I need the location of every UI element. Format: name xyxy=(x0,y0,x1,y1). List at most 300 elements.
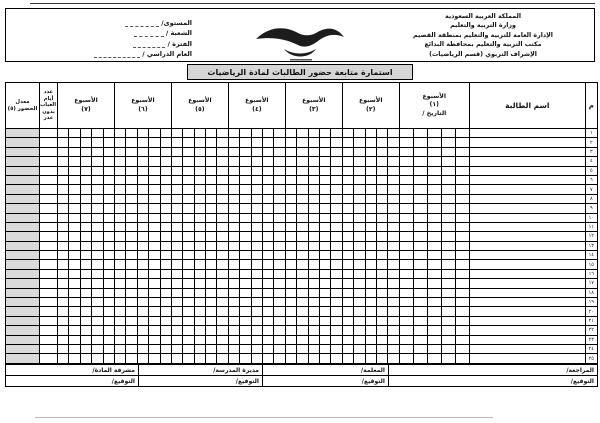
day-attendance-cell xyxy=(92,157,103,166)
day-attendance-cell xyxy=(388,279,399,288)
day-attendance-cell xyxy=(228,185,239,194)
day-attendance-cell xyxy=(331,175,342,184)
form-fields xyxy=(24,16,192,58)
day-attendance-cell xyxy=(308,260,319,269)
day-attendance-cell xyxy=(217,279,228,288)
day-attendance-cell xyxy=(194,260,205,269)
day-attendance-cell xyxy=(137,269,148,278)
absence-count-cell xyxy=(40,316,58,325)
day-attendance-cell xyxy=(92,269,103,278)
day-attendance-cell xyxy=(455,185,469,194)
day-attendance-cell xyxy=(455,344,469,353)
day-attendance-cell xyxy=(365,354,376,363)
day-attendance-cell xyxy=(149,157,160,166)
day-attendance-cell xyxy=(331,354,342,363)
day-attendance-cell xyxy=(240,288,251,297)
student-row xyxy=(6,307,598,316)
student-name-cell xyxy=(469,326,585,335)
day-attendance-cell xyxy=(263,335,274,344)
day-attendance-cell xyxy=(413,288,427,297)
day-attendance-cell xyxy=(297,316,308,325)
day-attendance-cell xyxy=(399,307,413,316)
day-attendance-cell xyxy=(228,279,239,288)
day-attendance-cell xyxy=(263,326,274,335)
week-column-header xyxy=(114,83,171,129)
day-attendance-cell xyxy=(376,175,387,184)
day-attendance-cell xyxy=(376,335,387,344)
day-attendance-cell xyxy=(354,138,365,147)
student-row xyxy=(6,166,598,175)
day-attendance-cell xyxy=(240,232,251,241)
day-attendance-cell xyxy=(331,194,342,203)
day-attendance-cell xyxy=(263,232,274,241)
day-attendance-cell xyxy=(441,213,455,222)
day-attendance-cell xyxy=(285,269,296,278)
day-attendance-cell xyxy=(58,204,69,213)
day-attendance-cell xyxy=(388,232,399,241)
day-attendance-cell xyxy=(137,157,148,166)
day-attendance-cell xyxy=(308,147,319,156)
day-attendance-cell xyxy=(114,307,125,316)
day-attendance-cell xyxy=(58,298,69,307)
day-attendance-cell xyxy=(263,288,274,297)
absence-count-cell xyxy=(40,326,58,335)
day-attendance-cell xyxy=(206,166,217,175)
day-attendance-cell xyxy=(413,260,427,269)
absence-count-cell xyxy=(40,298,58,307)
day-attendance-cell xyxy=(206,222,217,231)
day-attendance-cell xyxy=(365,213,376,222)
day-attendance-cell xyxy=(263,166,274,175)
day-attendance-cell xyxy=(217,344,228,353)
day-attendance-cell xyxy=(149,138,160,147)
attendance-rate-cell xyxy=(6,260,40,269)
day-attendance-cell xyxy=(149,335,160,344)
week-label: الأسبوع xyxy=(302,97,326,104)
day-attendance-cell xyxy=(137,185,148,194)
day-attendance-cell xyxy=(69,326,80,335)
student-name-cell xyxy=(469,204,585,213)
day-attendance-cell xyxy=(376,166,387,175)
day-attendance-cell xyxy=(217,354,228,363)
day-attendance-cell xyxy=(455,260,469,269)
day-attendance-cell xyxy=(441,175,455,184)
day-attendance-cell xyxy=(427,316,441,325)
student-name-cell xyxy=(469,232,585,241)
day-attendance-cell xyxy=(137,354,148,363)
day-attendance-cell xyxy=(427,185,441,194)
day-attendance-cell xyxy=(376,354,387,363)
day-attendance-cell xyxy=(103,175,114,184)
row-number-cell: ١٤ xyxy=(585,251,597,260)
day-attendance-cell xyxy=(80,241,91,250)
student-row xyxy=(6,129,598,138)
day-attendance-cell xyxy=(342,298,353,307)
day-attendance-cell xyxy=(171,260,182,269)
day-attendance-cell xyxy=(308,222,319,231)
day-attendance-cell xyxy=(103,194,114,203)
day-attendance-cell xyxy=(160,344,171,353)
day-attendance-cell xyxy=(331,269,342,278)
day-attendance-cell xyxy=(58,260,69,269)
day-attendance-cell xyxy=(240,222,251,231)
table-header xyxy=(6,83,598,129)
day-attendance-cell xyxy=(58,344,69,353)
day-attendance-cell xyxy=(171,316,182,325)
day-attendance-cell xyxy=(427,138,441,147)
day-attendance-cell xyxy=(441,204,455,213)
day-attendance-cell xyxy=(331,344,342,353)
week-number: (٦) xyxy=(138,105,148,113)
row-number-cell: ٤ xyxy=(585,157,597,166)
day-attendance-cell xyxy=(217,335,228,344)
day-attendance-cell xyxy=(274,166,285,175)
day-attendance-cell xyxy=(58,194,69,203)
day-attendance-cell xyxy=(285,298,296,307)
day-attendance-cell xyxy=(354,213,365,222)
day-attendance-cell xyxy=(80,269,91,278)
day-attendance-cell xyxy=(228,175,239,184)
day-attendance-cell xyxy=(114,260,125,269)
day-attendance-cell xyxy=(58,129,69,138)
day-attendance-cell xyxy=(297,147,308,156)
day-attendance-cell xyxy=(80,260,91,269)
ministry-line: مكتب التربية والتعليم بمحافظة البدائع xyxy=(424,41,542,49)
absence-count-cell xyxy=(40,354,58,363)
day-attendance-cell xyxy=(399,288,413,297)
day-attendance-cell xyxy=(427,335,441,344)
day-attendance-cell xyxy=(399,335,413,344)
day-attendance-cell xyxy=(399,260,413,269)
day-attendance-cell xyxy=(365,344,376,353)
day-attendance-cell xyxy=(92,307,103,316)
day-attendance-cell xyxy=(92,194,103,203)
day-attendance-cell xyxy=(365,260,376,269)
day-attendance-cell xyxy=(365,175,376,184)
student-name-cell xyxy=(469,157,585,166)
day-attendance-cell xyxy=(263,175,274,184)
day-attendance-cell xyxy=(92,129,103,138)
day-attendance-cell xyxy=(194,269,205,278)
day-attendance-cell xyxy=(308,166,319,175)
student-name-cell xyxy=(469,241,585,250)
day-attendance-cell xyxy=(365,185,376,194)
day-attendance-cell xyxy=(388,129,399,138)
day-attendance-cell xyxy=(274,354,285,363)
day-attendance-cell xyxy=(69,251,80,260)
day-attendance-cell xyxy=(354,147,365,156)
day-attendance-cell xyxy=(126,166,137,175)
day-attendance-cell xyxy=(427,288,441,297)
week-number: (٧) xyxy=(81,105,91,113)
day-attendance-cell xyxy=(376,260,387,269)
day-attendance-cell xyxy=(413,354,427,363)
day-attendance-cell xyxy=(137,288,148,297)
row-number-cell: ١٣ xyxy=(585,241,597,250)
day-attendance-cell xyxy=(183,288,194,297)
student-row xyxy=(6,298,598,307)
attendance-rate-cell xyxy=(6,251,40,260)
ministry-line: وزارة التربية والتعليم xyxy=(450,22,516,30)
day-attendance-cell xyxy=(240,213,251,222)
day-attendance-cell xyxy=(183,260,194,269)
day-attendance-cell xyxy=(399,269,413,278)
day-attendance-cell xyxy=(126,175,137,184)
day-attendance-cell xyxy=(126,147,137,156)
day-attendance-cell xyxy=(240,269,251,278)
day-attendance-cell xyxy=(103,288,114,297)
day-attendance-cell xyxy=(342,344,353,353)
day-attendance-cell xyxy=(183,316,194,325)
day-attendance-cell xyxy=(388,241,399,250)
day-attendance-cell xyxy=(455,279,469,288)
day-attendance-cell xyxy=(114,213,125,222)
week-number: (٤) xyxy=(252,105,262,113)
day-attendance-cell xyxy=(319,213,330,222)
day-attendance-cell xyxy=(160,316,171,325)
day-attendance-cell xyxy=(160,354,171,363)
day-attendance-cell xyxy=(342,307,353,316)
day-attendance-cell xyxy=(240,335,251,344)
day-attendance-cell xyxy=(58,307,69,316)
day-attendance-cell xyxy=(103,326,114,335)
day-attendance-cell xyxy=(69,175,80,184)
day-attendance-cell xyxy=(137,298,148,307)
day-attendance-cell xyxy=(240,204,251,213)
day-attendance-cell xyxy=(427,307,441,316)
day-attendance-cell xyxy=(160,307,171,316)
day-attendance-cell xyxy=(399,166,413,175)
day-attendance-cell xyxy=(183,232,194,241)
day-attendance-cell xyxy=(441,185,455,194)
day-attendance-cell xyxy=(92,204,103,213)
day-attendance-cell xyxy=(206,260,217,269)
day-attendance-cell xyxy=(228,232,239,241)
day-attendance-cell xyxy=(365,147,376,156)
day-attendance-cell xyxy=(126,269,137,278)
student-name-cell xyxy=(469,222,585,231)
day-attendance-cell xyxy=(114,298,125,307)
student-row xyxy=(6,316,598,325)
day-attendance-cell xyxy=(319,222,330,231)
day-attendance-cell xyxy=(80,166,91,175)
day-attendance-cell xyxy=(342,157,353,166)
row-number-cell: ٢٥ xyxy=(585,354,597,363)
day-attendance-cell xyxy=(285,354,296,363)
day-attendance-cell xyxy=(297,138,308,147)
day-attendance-cell xyxy=(149,354,160,363)
day-attendance-cell xyxy=(455,316,469,325)
absence-count-cell xyxy=(40,288,58,297)
day-attendance-cell xyxy=(331,298,342,307)
day-attendance-cell xyxy=(217,157,228,166)
row-number-cell: ٧ xyxy=(585,185,597,194)
day-attendance-cell xyxy=(103,279,114,288)
letterhead-box xyxy=(5,8,595,62)
day-attendance-cell xyxy=(427,232,441,241)
day-attendance-cell xyxy=(206,288,217,297)
day-attendance-cell xyxy=(441,251,455,260)
day-attendance-cell xyxy=(183,326,194,335)
row-number-cell: ٢٤ xyxy=(585,344,597,353)
day-attendance-cell xyxy=(319,194,330,203)
day-attendance-cell xyxy=(319,298,330,307)
day-attendance-cell xyxy=(58,157,69,166)
serial-column-header: م xyxy=(585,83,597,129)
absence-count-cell xyxy=(40,213,58,222)
week-number: (٣) xyxy=(309,105,319,113)
row-number-cell: ٣ xyxy=(585,147,597,156)
student-name-cell xyxy=(469,335,585,344)
day-attendance-cell xyxy=(171,307,182,316)
day-attendance-cell xyxy=(206,138,217,147)
week-label: الأسبوع xyxy=(245,97,269,104)
week-number: (٥) xyxy=(195,105,205,113)
day-attendance-cell xyxy=(376,222,387,231)
day-attendance-cell xyxy=(160,213,171,222)
day-attendance-cell xyxy=(69,222,80,231)
day-attendance-cell xyxy=(137,147,148,156)
day-attendance-cell xyxy=(354,194,365,203)
day-attendance-cell xyxy=(413,166,427,175)
day-attendance-cell xyxy=(263,307,274,316)
day-attendance-cell xyxy=(206,147,217,156)
day-attendance-cell xyxy=(126,344,137,353)
day-attendance-cell xyxy=(455,138,469,147)
day-attendance-cell xyxy=(388,288,399,297)
day-attendance-cell xyxy=(126,241,137,250)
day-attendance-cell xyxy=(441,222,455,231)
day-attendance-cell xyxy=(297,241,308,250)
day-attendance-cell xyxy=(228,344,239,353)
day-attendance-cell xyxy=(319,288,330,297)
day-attendance-cell xyxy=(331,307,342,316)
day-attendance-cell xyxy=(194,175,205,184)
day-attendance-cell xyxy=(388,213,399,222)
day-attendance-cell xyxy=(149,194,160,203)
day-attendance-cell xyxy=(183,166,194,175)
day-attendance-cell xyxy=(206,213,217,222)
day-attendance-cell xyxy=(206,251,217,260)
student-row xyxy=(6,175,598,184)
day-attendance-cell xyxy=(171,241,182,250)
day-attendance-cell xyxy=(206,204,217,213)
day-attendance-cell xyxy=(319,269,330,278)
day-attendance-cell xyxy=(376,185,387,194)
day-attendance-cell xyxy=(160,241,171,250)
day-attendance-cell xyxy=(149,185,160,194)
day-attendance-cell xyxy=(183,241,194,250)
day-attendance-cell xyxy=(399,129,413,138)
day-attendance-cell xyxy=(194,298,205,307)
day-attendance-cell xyxy=(308,316,319,325)
day-attendance-cell xyxy=(263,241,274,250)
day-attendance-cell xyxy=(297,326,308,335)
day-attendance-cell xyxy=(376,326,387,335)
day-attendance-cell xyxy=(399,204,413,213)
ministry-line: الإدارة العامة للتربية والتعليم بمنطقة القصيم xyxy=(413,31,553,39)
day-attendance-cell xyxy=(441,129,455,138)
day-attendance-cell xyxy=(194,129,205,138)
day-attendance-cell xyxy=(114,279,125,288)
day-attendance-cell xyxy=(228,260,239,269)
day-attendance-cell xyxy=(308,241,319,250)
day-attendance-cell xyxy=(240,129,251,138)
day-attendance-cell xyxy=(319,157,330,166)
signature-role-cell: مشرفة المادة/ xyxy=(6,365,139,376)
day-attendance-cell xyxy=(376,129,387,138)
day-attendance-cell xyxy=(388,354,399,363)
day-attendance-cell xyxy=(365,326,376,335)
row-number-cell: ٢ xyxy=(585,138,597,147)
day-attendance-cell xyxy=(206,175,217,184)
attendance-table xyxy=(5,82,598,364)
day-attendance-cell xyxy=(308,185,319,194)
day-attendance-cell xyxy=(251,147,262,156)
day-attendance-cell xyxy=(376,138,387,147)
day-attendance-cell xyxy=(206,344,217,353)
student-row xyxy=(6,147,598,156)
day-attendance-cell xyxy=(137,213,148,222)
signature-line-cell: التوقيع/ xyxy=(389,376,598,387)
day-attendance-cell xyxy=(455,232,469,241)
day-attendance-cell xyxy=(427,260,441,269)
row-number-cell: ١٧ xyxy=(585,279,597,288)
day-attendance-cell xyxy=(206,157,217,166)
day-attendance-cell xyxy=(149,204,160,213)
day-attendance-cell xyxy=(114,354,125,363)
day-attendance-cell xyxy=(69,194,80,203)
day-attendance-cell xyxy=(217,213,228,222)
absence-count-cell xyxy=(40,185,58,194)
day-attendance-cell xyxy=(263,213,274,222)
signature-names-row xyxy=(6,365,598,376)
day-attendance-cell xyxy=(183,279,194,288)
day-attendance-cell xyxy=(183,335,194,344)
day-attendance-cell xyxy=(427,279,441,288)
day-attendance-cell xyxy=(388,316,399,325)
day-attendance-cell xyxy=(399,251,413,260)
day-attendance-cell xyxy=(285,241,296,250)
field-label: المستوى/ xyxy=(161,18,192,27)
day-attendance-cell xyxy=(319,138,330,147)
day-attendance-cell xyxy=(354,157,365,166)
day-attendance-cell xyxy=(114,166,125,175)
day-attendance-cell xyxy=(251,354,262,363)
day-attendance-cell xyxy=(297,129,308,138)
day-attendance-cell xyxy=(297,344,308,353)
day-attendance-cell xyxy=(319,316,330,325)
student-row xyxy=(6,354,598,363)
student-row xyxy=(6,204,598,213)
day-attendance-cell xyxy=(149,344,160,353)
day-attendance-cell xyxy=(103,213,114,222)
day-attendance-cell xyxy=(171,194,182,203)
day-attendance-cell xyxy=(149,269,160,278)
day-attendance-cell xyxy=(319,129,330,138)
day-attendance-cell xyxy=(228,213,239,222)
day-attendance-cell xyxy=(354,354,365,363)
day-attendance-cell xyxy=(331,288,342,297)
day-attendance-cell xyxy=(274,335,285,344)
day-attendance-cell xyxy=(285,129,296,138)
day-attendance-cell xyxy=(427,175,441,184)
row-number-cell: ١٨ xyxy=(585,288,597,297)
student-name-cell xyxy=(469,307,585,316)
attendance-rate-cell xyxy=(6,307,40,316)
day-attendance-cell xyxy=(354,269,365,278)
day-attendance-cell xyxy=(354,185,365,194)
